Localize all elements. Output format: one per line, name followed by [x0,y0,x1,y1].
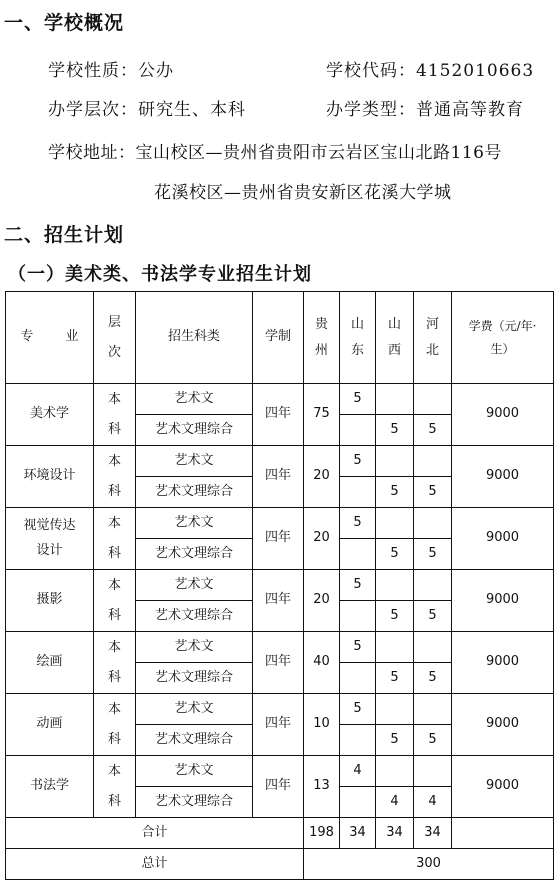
shandong-empty [340,601,376,632]
header-level: 层次 [94,292,136,384]
subtotal-label: 合计 [6,818,304,849]
header-shanxi: 山西 [376,292,414,384]
shanxi-empty [376,756,414,787]
guizhou-quota: 75 [304,384,340,446]
school-address-label: 学校地址： [48,143,136,163]
category-art-arts: 艺术文 [136,632,253,663]
school-address-line-1: 宝山校区—贵州省贵阳市云岩区宝山北路116号 [135,143,502,163]
shandong-empty [340,415,376,446]
category-art-combined: 艺术文理综合 [136,539,253,570]
school-level-value: 研究生、本科 [138,100,246,120]
category-art-arts: 艺术文 [136,570,253,601]
major-name: 书法学 [6,756,94,818]
table-row [6,694,554,725]
total-value: 300 [304,849,554,880]
total-row [6,849,554,880]
table-row [6,570,554,601]
hebei-empty [414,694,452,725]
subtotal-shandong: 34 [340,818,376,849]
category-art-combined: 艺术文理综合 [136,601,253,632]
header-category: 招生科类 [136,292,253,384]
major-name: 环境设计 [6,446,94,508]
category-art-arts: 艺术文 [136,446,253,477]
enrollment-plan-table [5,291,554,880]
table-header-row [6,292,554,384]
shanxi-empty [376,632,414,663]
major-name: 视觉传达设计 [6,508,94,570]
shanxi-empty [376,694,414,725]
category-art-arts: 艺术文 [136,384,253,415]
hebei-quota: 5 [414,539,452,570]
hebei-quota: 5 [414,415,452,446]
shandong-quota: 5 [340,446,376,477]
school-level [48,95,246,120]
guizhou-quota: 40 [304,632,340,694]
shandong-quota: 5 [340,570,376,601]
header-guizhou: 贵州 [304,292,340,384]
duration-cell: 四年 [253,384,304,446]
hebei-empty [414,570,452,601]
hebei-quota: 4 [414,787,452,818]
section-1-title: 一、学校概况 [4,12,125,34]
category-art-arts: 艺术文 [136,694,253,725]
major-name: 摄影 [6,570,94,632]
school-type [326,95,524,120]
shandong-empty [340,787,376,818]
table-row [6,632,554,663]
hebei-quota: 5 [414,725,452,756]
shanxi-empty [376,446,414,477]
shandong-quota: 5 [340,384,376,415]
school-code [326,56,534,81]
level-cell: 本科 [94,508,136,570]
level-cell: 本科 [94,384,136,446]
subtotal-fee-empty [452,818,554,849]
major-name: 美术学 [6,384,94,446]
duration-cell: 四年 [253,570,304,632]
hebei-quota: 5 [414,601,452,632]
tuition-fee: 9000 [452,756,554,818]
table-row [6,384,554,415]
shandong-quota: 4 [340,756,376,787]
duration-cell: 四年 [253,694,304,756]
duration-cell: 四年 [253,632,304,694]
tuition-fee: 9000 [452,632,554,694]
guizhou-quota: 10 [304,694,340,756]
table-row [6,756,554,787]
level-cell: 本科 [94,570,136,632]
section-2-title: 二、招生计划 [4,224,125,246]
shandong-empty [340,477,376,508]
duration-cell: 四年 [253,756,304,818]
school-nature [48,56,174,81]
duration-cell: 四年 [253,508,304,570]
tuition-fee: 9000 [452,508,554,570]
hebei-quota: 5 [414,663,452,694]
level-cell: 本科 [94,756,136,818]
table-row [6,508,554,539]
school-nature-label: 学校性质： [48,61,138,81]
category-art-combined: 艺术文理综合 [136,725,253,756]
shanxi-empty [376,508,414,539]
subtotal-row [6,818,554,849]
tuition-fee: 9000 [452,570,554,632]
header-fee: 学费（元/年·生） [452,292,554,384]
level-cell: 本科 [94,446,136,508]
category-art-combined: 艺术文理综合 [136,415,253,446]
school-code-label: 学校代码： [326,61,416,81]
category-art-combined: 艺术文理综合 [136,477,253,508]
school-code-value: 4152010663 [416,61,535,81]
level-cell: 本科 [94,632,136,694]
header-shandong: 山东 [340,292,376,384]
category-art-combined: 艺术文理综合 [136,663,253,694]
category-art-arts: 艺术文 [136,756,253,787]
hebei-empty [414,632,452,663]
shandong-quota: 5 [340,508,376,539]
category-art-arts: 艺术文 [136,508,253,539]
school-level-label: 办学层次： [48,100,138,120]
shandong-empty [340,663,376,694]
school-address-line-2: 花溪校区—贵州省贵安新区花溪大学城 [154,183,452,203]
tuition-fee: 9000 [452,446,554,508]
header-hebei: 河北 [414,292,452,384]
shanxi-quota: 5 [376,415,414,446]
shanxi-quota: 5 [376,477,414,508]
school-type-value: 普通高等教育 [416,100,524,120]
shanxi-quota: 4 [376,787,414,818]
category-art-combined: 艺术文理综合 [136,787,253,818]
school-address [48,138,502,163]
hebei-empty [414,756,452,787]
guizhou-quota: 20 [304,446,340,508]
shanxi-quota: 5 [376,601,414,632]
shanxi-quota: 5 [376,539,414,570]
guizhou-quota: 13 [304,756,340,818]
shanxi-empty [376,570,414,601]
subtotal-guizhou: 198 [304,818,340,849]
hebei-empty [414,384,452,415]
duration-cell: 四年 [253,446,304,508]
hebei-empty [414,446,452,477]
level-cell: 本科 [94,694,136,756]
tuition-fee: 9000 [452,384,554,446]
guizhou-quota: 20 [304,570,340,632]
school-type-label: 办学类型： [326,100,416,120]
shandong-quota: 5 [340,694,376,725]
hebei-quota: 5 [414,477,452,508]
major-name: 绘画 [6,632,94,694]
shandong-empty [340,539,376,570]
shanxi-empty [376,384,414,415]
header-major: 专 业 [6,292,94,384]
table-row [6,446,554,477]
shandong-quota: 5 [340,632,376,663]
subtotal-hebei: 34 [414,818,452,849]
shandong-empty [340,725,376,756]
major-name: 动画 [6,694,94,756]
subtotal-shanxi: 34 [376,818,414,849]
total-label: 总计 [6,849,304,880]
school-nature-value: 公办 [138,61,174,81]
section-2-subtitle: （一）美术类、书法学专业招生计划 [8,264,312,285]
tuition-fee: 9000 [452,694,554,756]
hebei-empty [414,508,452,539]
guizhou-quota: 20 [304,508,340,570]
shanxi-quota: 5 [376,725,414,756]
shanxi-quota: 5 [376,663,414,694]
header-duration: 学制 [253,292,304,384]
